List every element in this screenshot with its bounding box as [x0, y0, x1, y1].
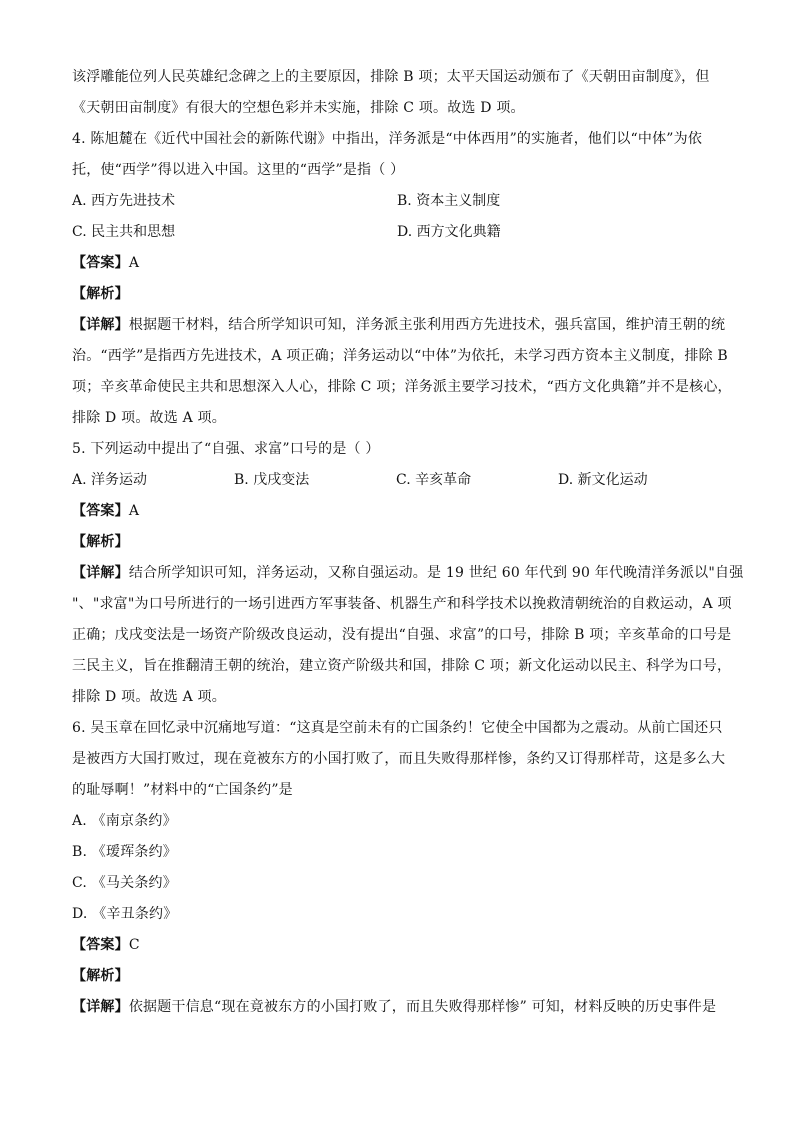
option-a: A. 西方先进技术	[72, 193, 176, 209]
detail-text: 结合所学知识可知，洋务运动，又称自强运动。是 19 世纪 60 年代到 90 年代晚清洋务派以"自强	[128, 565, 744, 581]
text-line: 《天朝田亩制度》有很大的空想色彩并未实施，排除 C 项。故选 D 项。	[72, 100, 525, 116]
analysis-tag: 【解析】	[72, 286, 129, 302]
answer-line	[72, 496, 722, 527]
options-row	[72, 186, 722, 217]
question-stem-line: 6. 吴玉章在回忆录中沉痛地写道：“这真是空前未有的亡国条约！它使全中国都为之震动。从前亡国还只	[72, 720, 723, 736]
detail-tag: 【详解】	[72, 317, 129, 333]
intro-paragraph	[72, 62, 722, 124]
detail-line: 治。“西学”是指西方先进技术，A 项正确；洋务运动以“中体”为依托，未学习西方资本主义制度，排除 B	[72, 348, 728, 364]
question-5	[72, 434, 744, 713]
detail-tag: 【详解】	[72, 999, 129, 1015]
question-6	[72, 713, 726, 1023]
answer-value: C	[128, 937, 140, 953]
detail-line: 排除 D 项。故选 A 项。	[72, 410, 226, 426]
question-stem-line: 托，使“西学”得以进入中国。这里的“西学”是指（ ）	[72, 162, 405, 178]
option-b: B. 资本主义制度	[397, 193, 501, 209]
option-c: C. 《马关条约》	[72, 875, 177, 891]
analysis-line	[72, 961, 722, 992]
detail-line	[72, 310, 726, 341]
analysis-tag: 【解析】	[72, 534, 129, 550]
text-line: 该浮雕能位列人民英雄纪念碑之上的主要原因，排除 B 项；太平天国运动颁布了《天朝田亩制度》，但	[72, 69, 710, 85]
document-page	[72, 62, 744, 1023]
option-d: D. 新文化运动	[558, 472, 648, 488]
detail-line	[72, 558, 744, 589]
options-row	[72, 217, 722, 248]
question-stem-line: 5. 下列运动中提出了“自强、求富”口号的是（ ）	[72, 441, 380, 457]
answer-tag: 【答案】	[72, 503, 129, 519]
detail-line: 正确；戊戌变法是一场资产阶级改良运动，没有提出“自强、求富”的口号，排除 B 项；辛亥革命的口号是	[72, 627, 732, 643]
detail-paragraph	[72, 558, 744, 713]
question-stem-line: 的耻辱啊！”材料中的“亡国条约”是	[72, 782, 293, 798]
option-d: D. 西方文化典籍	[397, 224, 501, 240]
option-b: B. 戊戌变法	[234, 472, 310, 488]
answer-value: A	[128, 255, 140, 271]
detail-paragraph	[72, 992, 722, 1023]
analysis-line	[72, 527, 722, 558]
answer-value: A	[128, 503, 140, 519]
analysis-line	[72, 279, 722, 310]
option-b: B. 《瑷珲条约》	[72, 844, 177, 860]
detail-line: "、"求富"为口号所进行的一场引进西方军事装备、机器生产和科学技术以挽救清朝统治的自救运动，A 项	[72, 596, 732, 612]
detail-line	[72, 992, 722, 1023]
question-stem-line: 是被西方大国打败过，现在竟被东方的小国打败了，而且失败得那样惨，条约又订得那样苛，这是多么大	[72, 751, 726, 767]
answer-tag: 【答案】	[72, 255, 129, 271]
question-4	[72, 124, 732, 434]
detail-paragraph	[72, 310, 732, 434]
options-row	[72, 465, 722, 496]
option-a: A. 洋务运动	[72, 472, 148, 488]
detail-text: 依据题干信息“现在竟被东方的小国打败了，而且失败得那样惨” 可知，材料反映的历史事件是	[128, 999, 717, 1015]
option-c: C. 辛亥革命	[396, 472, 472, 488]
analysis-tag: 【解析】	[72, 968, 129, 984]
answer-line	[72, 248, 722, 279]
detail-text: 根据题干材料，结合所学知识可知，洋务派主张利用西方先进技术，强兵富国，维护清王朝的统	[128, 317, 726, 333]
answer-tag: 【答案】	[72, 937, 129, 953]
detail-line: 排除 D 项。故选 A 项。	[72, 689, 226, 705]
detail-line: 项；辛亥革命使民主共和思想深入人心，排除 C 项；洋务派主要学习技术，“西方文化典籍”并不是核心，	[72, 379, 732, 395]
answer-line	[72, 930, 722, 961]
detail-line: 三民主义，旨在推翻清王朝的统治，建立资产阶级共和国，排除 C 项；新文化运动以民主、科学为口号，	[72, 658, 732, 674]
detail-tag: 【详解】	[72, 565, 129, 581]
question-stem-line: 4. 陈旭麓在《近代中国社会的新陈代谢》中指出，洋务派是“中体西用”的实施者，他们以“中体”为依	[72, 131, 703, 147]
option-d: D. 《辛丑条约》	[72, 906, 178, 922]
option-a: A. 《南京条约》	[72, 813, 177, 829]
option-c: C. 民主共和思想	[72, 224, 176, 240]
